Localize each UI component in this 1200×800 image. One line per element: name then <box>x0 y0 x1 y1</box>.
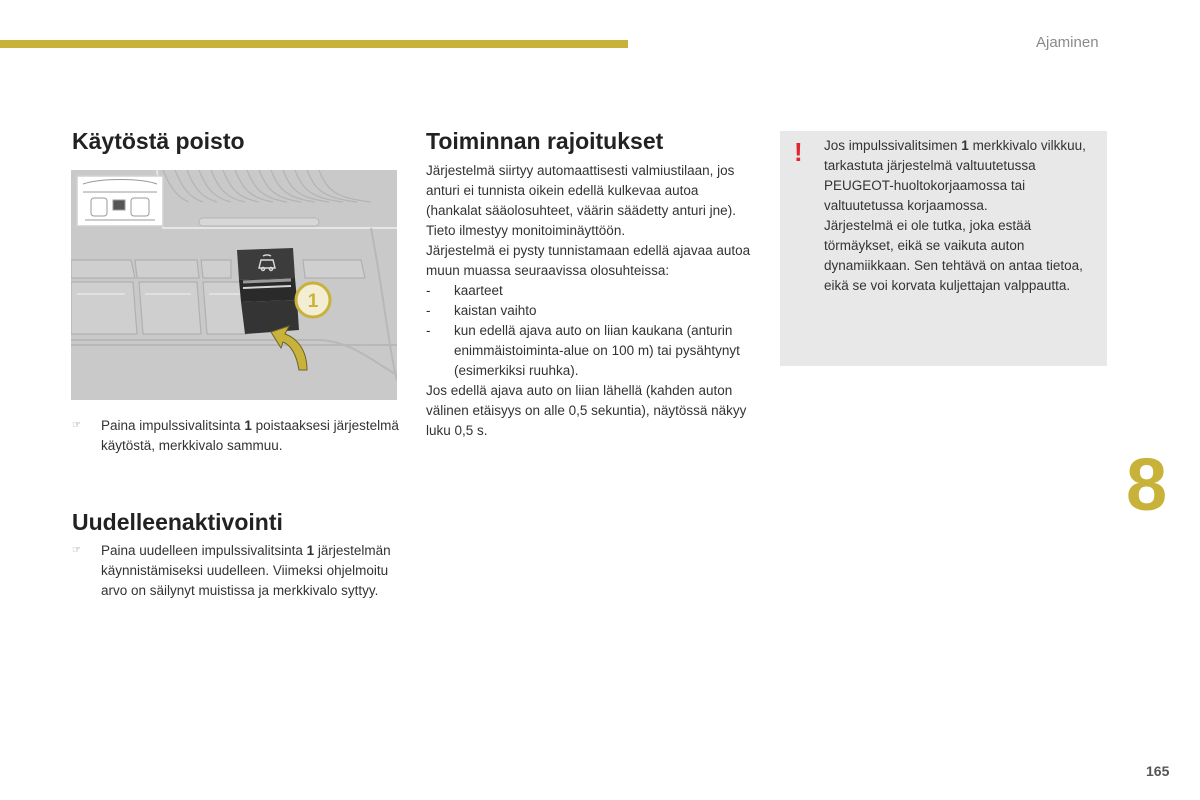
limitations-body <box>426 161 756 441</box>
bullet-icon: ☞ <box>72 545 81 556</box>
exclamation-icon: ! <box>794 137 803 167</box>
deactivation-instruction <box>72 416 402 456</box>
list-item: - kun edellä ajava auto on liian kaukana (anturin enimmäistoiminta-alue on 100 m) tai pysähtynyt (esimerkiksi ruuhka). <box>426 323 740 378</box>
dashboard-switch-drawing <box>71 170 397 400</box>
warning-paragraph: Järjestelmä ei ole tutka, joka estää törmäykset, eikä se vaikuta auton dynamiikkaan. Sen tehtävä on antaa tietoa, eikä se voi korvata kuljettajan valppautta. <box>824 218 1083 293</box>
heading-reactivation: Uudelleenaktivointi <box>72 509 283 535</box>
reactivation-instruction <box>72 541 402 601</box>
conditions-list <box>426 281 756 381</box>
list-item: - kaarteet <box>426 283 503 298</box>
heading-deactivation: Käytöstä poisto <box>72 128 245 154</box>
limitations-distance-note: Jos edellä ajava auto on liian lähellä (kahden auton välinen etäisyys on alle 0,5 sekuntia), näytössä näkyy luku 0,5 s. <box>426 383 747 438</box>
reactivation-text: Paina uudelleen impulssivalitsinta 1 järjestelmän käynnistämiseksi uudelleen. Viimeksi ohjelmoitu arvo on säilynyt muistissa ja merkkivalo syttyy. <box>101 543 391 598</box>
callout-number: 1 <box>307 291 319 312</box>
bullet-icon: ☞ <box>72 420 81 431</box>
limitations-conditions: Järjestelmä ei pysty tunnistamaan edellä ajavaa autoa muun muassa seuraavissa olosuhteissa: <box>426 243 751 278</box>
warning-paragraph: Jos impulssivalitsimen 1 merkkivalo vilkkuu, tarkastuta järjestelmä valtuutetussa PEUGEOT-huoltokorjaamossa tai valtuutetussa korjaamossa. <box>824 138 1086 213</box>
heading-limitations: Toiminnan rajoitukset <box>426 128 664 154</box>
header-accent-bar <box>0 40 628 48</box>
dashboard-illustration <box>71 170 397 400</box>
limitations-intro: Järjestelmä siirtyy automaattisesti valmiustilaan, jos anturi ei tunnista oikein edellä kulkevaa autoa (hankalat sääolosuhteet, väärin säädetty anturi jne). Tieto ilmestyy monitoiminäyttöön. <box>426 163 736 238</box>
warning-text <box>824 136 1094 296</box>
deactivation-text: Paina impulssivalitsinta 1 poistaaksesi järjestelmä käytöstä, merkkivalo sammuu. <box>101 418 399 453</box>
section-title: Ajaminen <box>1036 34 1099 51</box>
chapter-number: 8 <box>1126 443 1168 526</box>
list-item: - kaistan vaihto <box>426 303 537 318</box>
page-number: 165 <box>1146 763 1170 779</box>
warning-box <box>780 131 1107 366</box>
